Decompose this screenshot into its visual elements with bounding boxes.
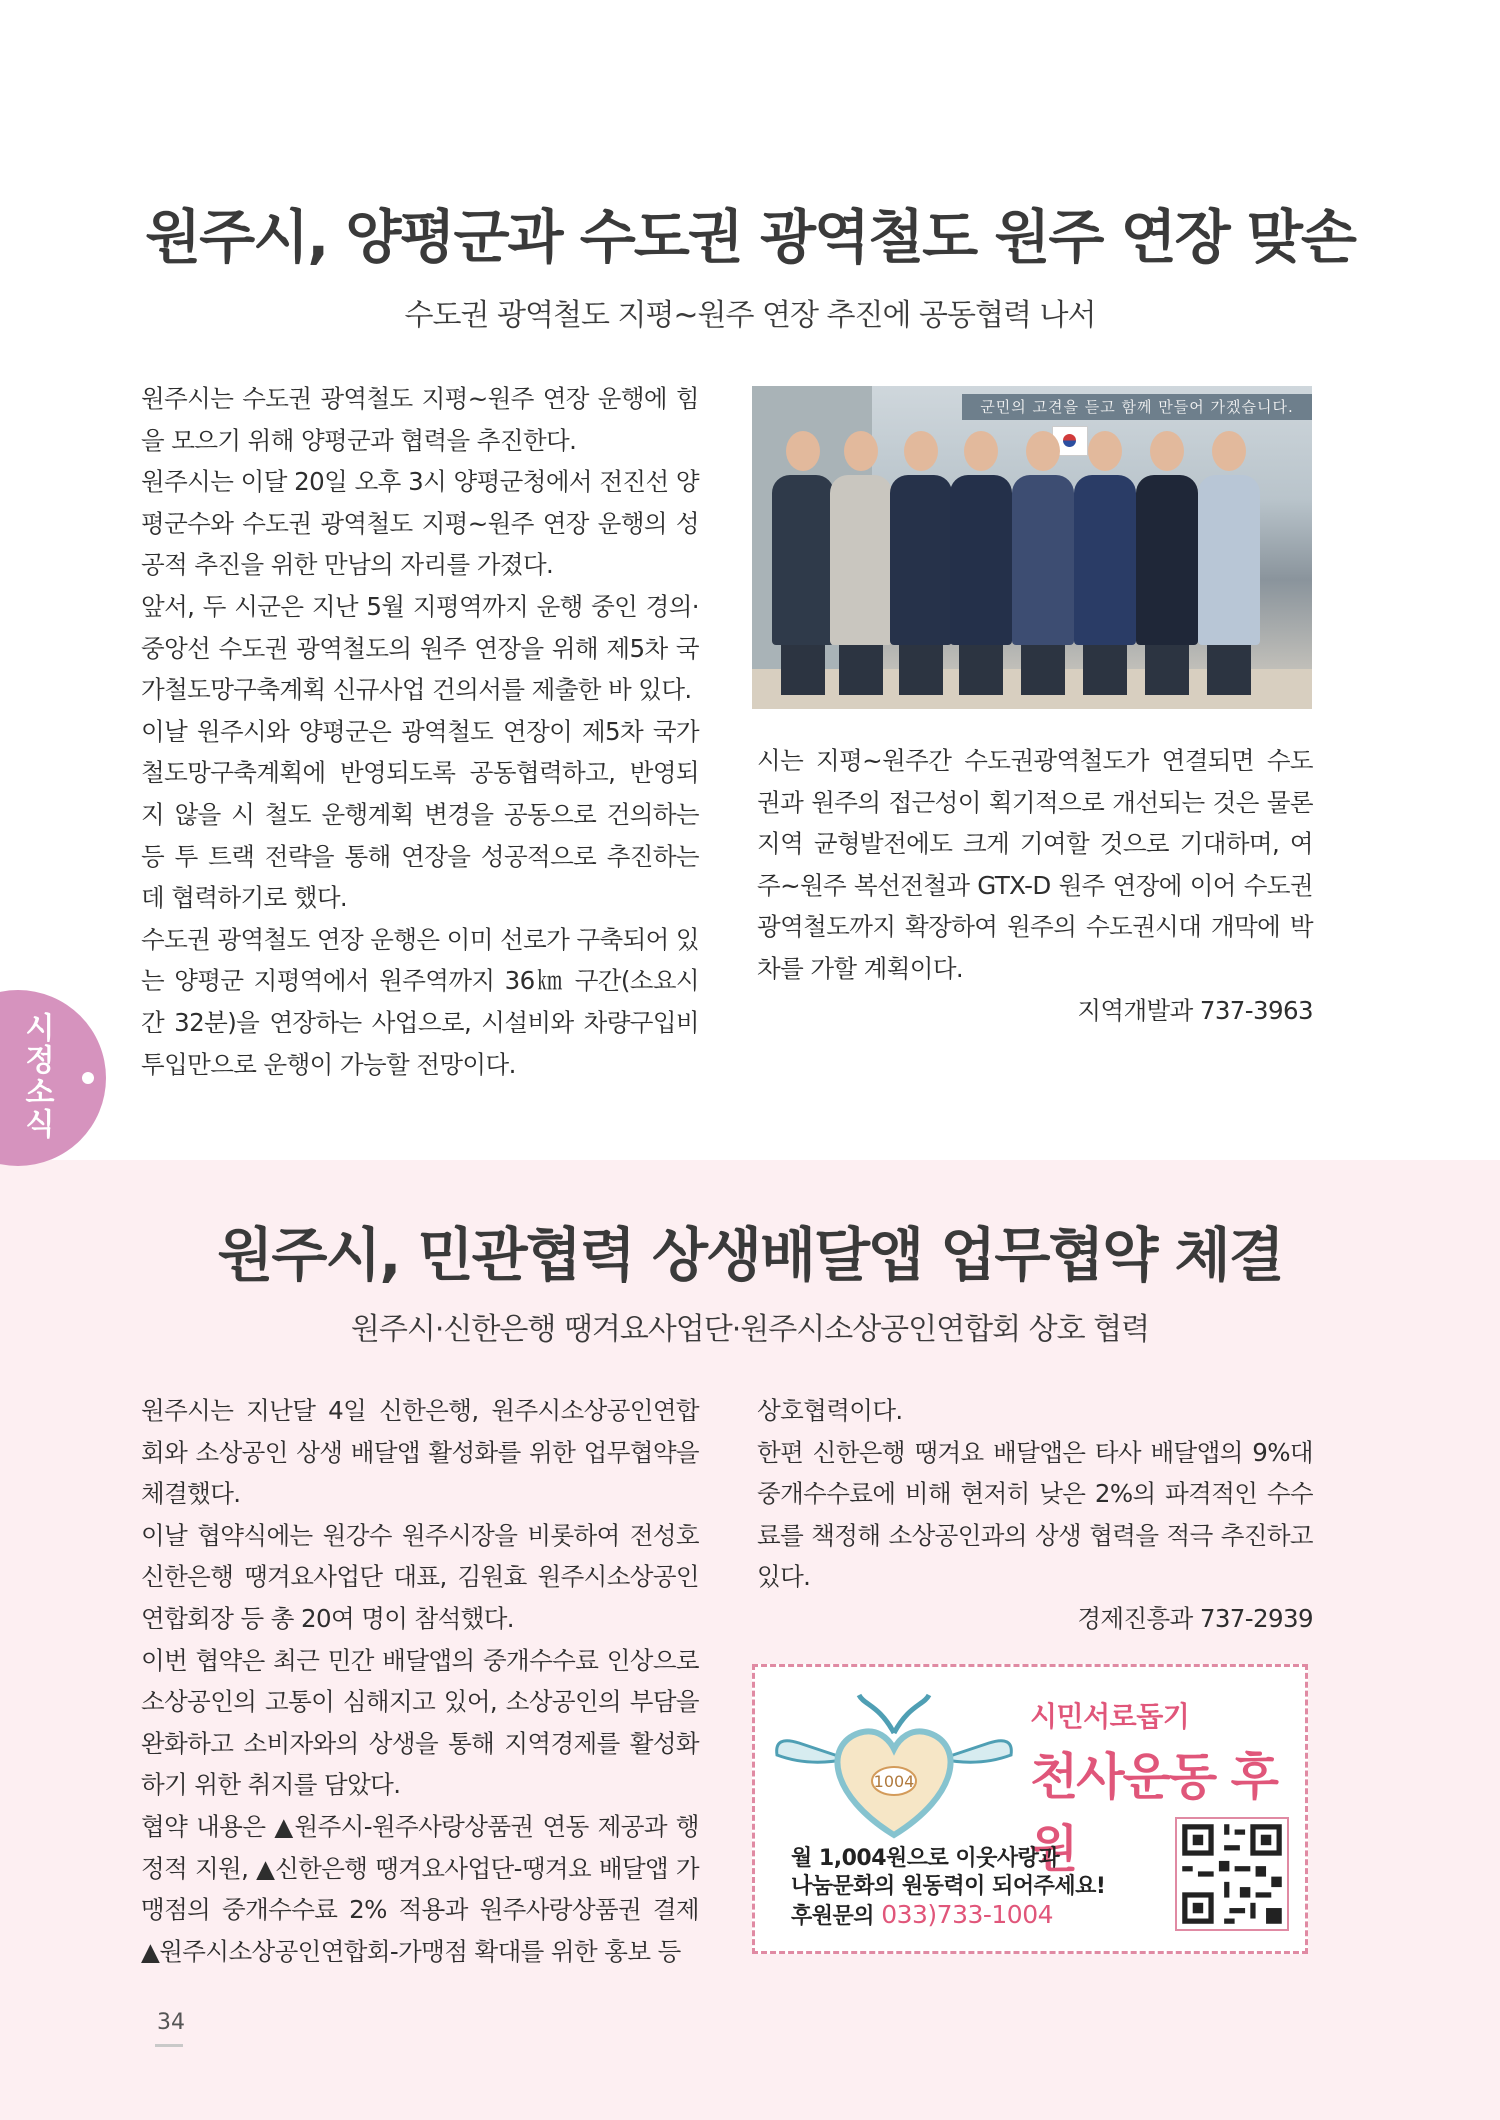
paragraph: 상호협력이다. [757,1396,903,1425]
ad-info-line3 [791,1901,1105,1931]
article1-title: 원주시, 양평군과 수도권 광역철도 원주 연장 맞손 [145,203,1355,271]
paragraph: 협약 내용은 ▲원주시-원주사랑상품권 연동 제공과 행정적 지원, ▲신한은행 땡겨요사업단-땡겨요 배달앱 가맹점의 중개수수료 2% 적용과 원주사랑상품권 결제 ▲원주시소상공인연합회-가맹점 확대를 위한 홍보 등 [141,1811,699,1966]
paragraph: 원주시는 지난달 4일 신한은행, 원주시소상공인연합회와 소상공인 상생 배달앱 활성화를 위한 업무협약을 체결했다. [141,1396,699,1509]
paragraph: 수도권 광역철도 연장 운행은 이미 선로가 구축되어 있는 양평군 지평역에서 원주역까지 36㎞ 구간(소요시간 32분)을 연장하는 사업으로, 시설비와 차량구입비 투입만으로 운행이 가능할 전망이다. [141,924,699,1079]
qr-code-icon[interactable] [1175,1817,1289,1931]
paragraph: 한편 신한은행 땡겨요 배달앱은 타사 배달앱의 9%대 중개수수료에 비해 현저히 낮은 2%의 파격적인 수수료를 책정해 소상공인과의 상생 협력을 적극 추진하고 있다. [757,1437,1313,1592]
photo-banner: 군민의 고견을 듣고 함께 만들어 가겠습니다. [962,394,1312,420]
angel-campaign-ad [752,1664,1308,1954]
paragraph: 이날 원주시와 양평군은 광역철도 연장이 제5차 국가철도망구축계획에 반영되도록 공동협력하고, 반영되지 않을 시 철도 운행계획 변경을 공동으로 건의하는 등 투 트랙 전략을 통해 연장을 성공적으로 추진하는 데 협력하기로 했다. [141,716,699,913]
article1-subtitle: 수도권 광역철도 지평~원주 연장 추진에 공동협력 나서 [404,298,1096,333]
ad-info [791,1845,1105,1931]
article1-contact: 지역개발과 737-3963 [1077,995,1313,1025]
dot-icon [82,1072,94,1084]
ad-contact-label: 후원문의 [791,1904,875,1929]
ad-line1: 시민서로돕기 [1030,1700,1190,1733]
meeting-photo [752,386,1312,709]
article2-title: 원주시, 민관협력 상생배달앱 업무협약 체결 [217,1221,1283,1289]
article1-left-column [141,378,699,1085]
paragraph: 시는 지평~원주간 수도권광역철도가 연결되면 수도권과 원주의 접근성이 획기적으로 개선되는 것은 물론 지역 균형발전에도 크게 기여할 것으로 기대하며, 여주~원주 복선전철과 GTX-D 원주 연장에 이어 수도권 광역철도까지 확장하여 원주의 수도권시대 개막에 박차를 가할 계획이다. [757,746,1313,983]
article2-left-column [141,1390,699,1972]
ad-phone: 033)733-1004 [881,1900,1054,1929]
paragraph: 이날 협약식에는 원강수 원주시장을 비롯하여 전성호 신한은행 땡겨요사업단 대표, 김원효 원주시소상공인연합회장 등 총 20여 명이 참석했다. [141,1520,699,1633]
paragraph: 원주시는 이달 20일 오후 3시 양평군청에서 전진선 양평군수와 수도권 광역철도 지평~원주 연장 운행의 성공적 추진을 위한 만남의 자리를 가졌다. [141,467,699,580]
ad-info-line2: 나눔문화의 원동력이 되어주세요! [791,1874,1106,1899]
page-number: 34 [157,2010,185,2035]
section-tab-label: 시정소식 [19,1012,54,1140]
article2-contact: 경제진흥과 737-2939 [1077,1603,1313,1633]
ad-line2: 천사운동 후원 [1030,1748,1277,1878]
article1-right-column [757,740,1313,1031]
paragraph: 이번 협약은 최근 민간 배달앱의 중개수수료 인상으로 소상공인의 고통이 심해지고 있어, 소상공인의 부담을 완화하고 소비자와의 상생을 통해 지역경제를 활성화하기 위한 취지를 담았다. [141,1645,699,1800]
ad-info-line1: 월 1,004원으로 이웃사랑과 [791,1846,1060,1871]
article2-subtitle: 원주시·신한은행 땡겨요사업단·원주시소상공인연합회 상호 협력 [350,1312,1150,1347]
page-number-rule [155,2044,183,2047]
paragraph: 앞서, 두 시군은 지난 5월 지평역까지 운행 중인 경의·중앙선 수도권 광역철도의 원주 연장을 위해 제5차 국가철도망구축계획 신규사업 건의서를 제출한 바 있다. [141,591,699,705]
article2-right-column [757,1390,1313,1640]
angel-heart-icon [769,1675,1019,1845]
paragraph: 원주시는 수도권 광역철도 지평~원주 연장 운행에 힘을 모으기 위해 양평군과 협력을 추진한다. [141,384,699,455]
emblem-label: 1004 [873,1772,915,1791]
